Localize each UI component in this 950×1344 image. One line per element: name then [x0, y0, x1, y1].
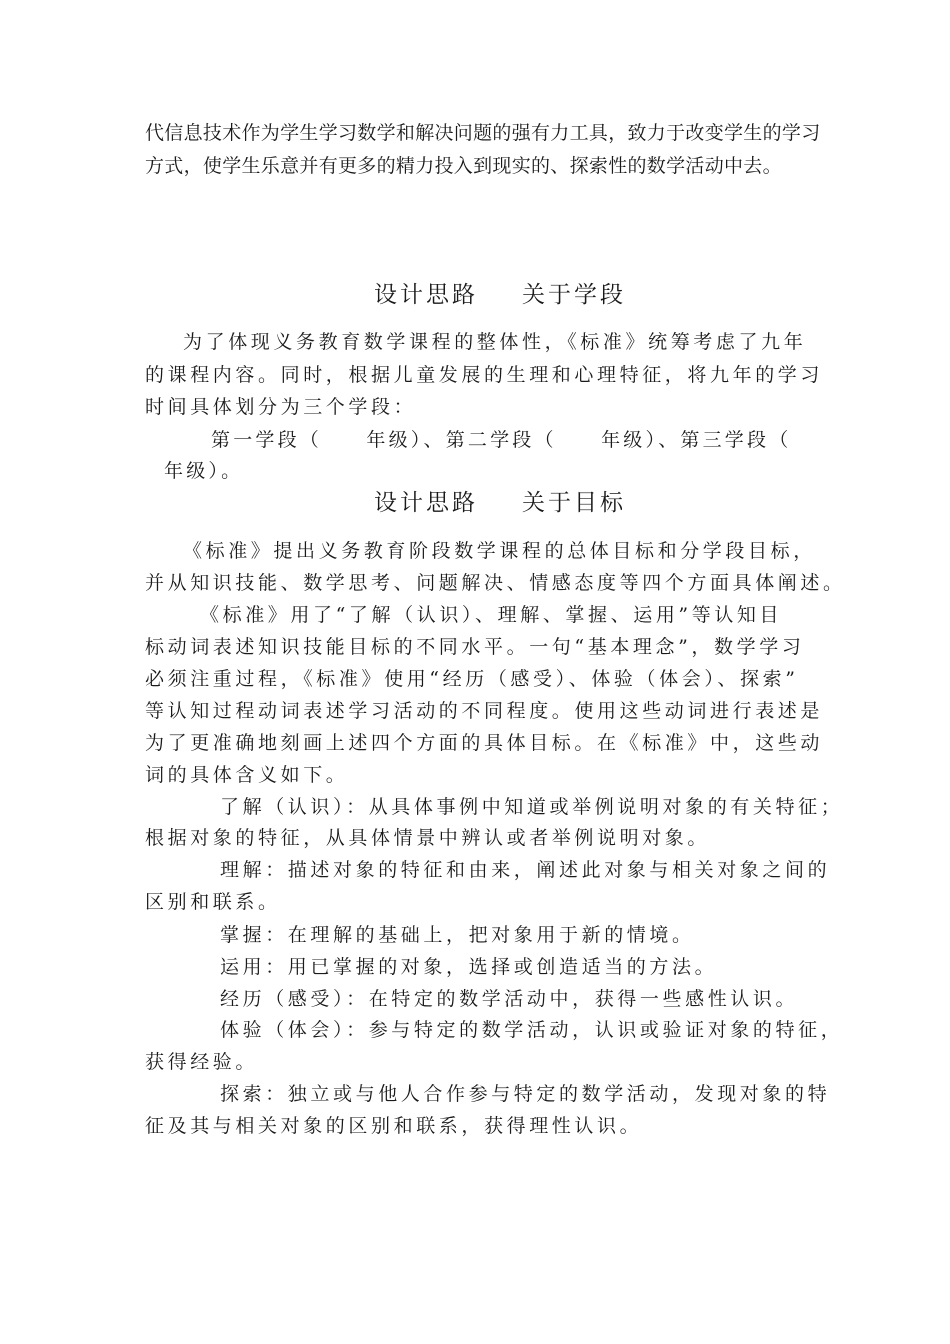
definition-understand-line-1: 了解（认识）：从具体事例中知道或举例说明对象的有关特征；: [220, 796, 844, 818]
definition-understand-line-2: 根据对象的特征，从具体情景中辨认或者举例说明对象。: [145, 827, 711, 849]
heading-topic: 关于学段: [522, 282, 626, 308]
goals-para-2-line-5: 为了更准确地刻画上述四个方面的具体目标。在《标准》中，这些动: [145, 732, 824, 754]
definition-feel-line-2: 获得经验。: [145, 1051, 259, 1073]
goals-para-2-line-2: 标动词表述知识技能目标的不同水平。一句“基本理念”，数学学习: [145, 636, 805, 658]
definition-comprehend-line-1: 理解：描述对象的特征和由来，阐述此对象与相关对象之间的: [220, 859, 831, 881]
intro-line-1: 代信息技术作为学生学习数学和解决问题的强有力工具，致力于改变学生的学习: [145, 122, 821, 144]
definition-comprehend-line-2: 区别和联系。: [145, 891, 281, 913]
definition-apply-line-1: 运用：用已掌握的对象，选择或创造适当的方法。: [220, 956, 718, 978]
stages-para-line-2: 的课程内容。同时，根据儿童发展的生理和心理特征，将九年的学习: [145, 364, 824, 386]
stages-para-line-3: 时间具体划分为三个学段：: [145, 396, 417, 418]
definition-master-line-1: 掌握：在理解的基础上，把对象用于新的情境。: [220, 924, 695, 946]
goals-para-1-line-1: 《标准》提出义务教育阶段数学课程的总体目标和分学段目标，: [183, 540, 816, 562]
stages-grades-line-1: 第一学段（ 年级）、第二学段（ 年级）、第三学段（: [211, 429, 792, 451]
stages-grades-line-2: 年级）。: [164, 460, 244, 482]
heading-label: 设计思路: [374, 490, 478, 516]
section-heading-goals: [374, 492, 626, 515]
goals-para-2-line-4: 等认知过程动词表述学习活动的不同程度。使用这些动词进行表述是: [145, 700, 824, 722]
definition-feel-line-1: 体验（体会）：参与特定的数学活动，认识或验证对象的特征，: [220, 1019, 844, 1041]
goals-para-2-line-6: 词的具体含义如下。: [145, 764, 349, 786]
goals-para-2-line-3: 必须注重过程，《标准》使用“经历（感受）、体验（体会）、探索”: [145, 668, 799, 690]
goals-para-2-line-1: 《标准》用了“了解（认识）、理解、掌握、运用”等认知目: [200, 604, 783, 626]
intro-line-2: 方式，使学生乐意并有更多的精力投入到现实的、探索性的数学活动中去。: [145, 155, 782, 177]
definition-experience-line-1: 经历（感受）：在特定的数学活动中，获得一些感性认识。: [220, 988, 799, 1010]
goals-para-1-line-2: 并从知识技能、数学思考、问题解决、情感态度等四个方面具体阐述。: [145, 572, 846, 594]
stages-para-line-1: 为了体现义务教育数学课程的整体性，《标准》统筹考虑了九年: [183, 331, 807, 353]
heading-topic: 关于目标: [522, 490, 626, 516]
heading-label: 设计思路: [374, 282, 478, 308]
section-heading-stages: [374, 284, 626, 307]
definition-explore-line-2: 征及其与相关对象的区别和联系，获得理性认识。: [145, 1115, 643, 1137]
definition-explore-line-1: 探索：独立或与他人合作参与特定的数学活动，发现对象的特: [220, 1083, 831, 1105]
